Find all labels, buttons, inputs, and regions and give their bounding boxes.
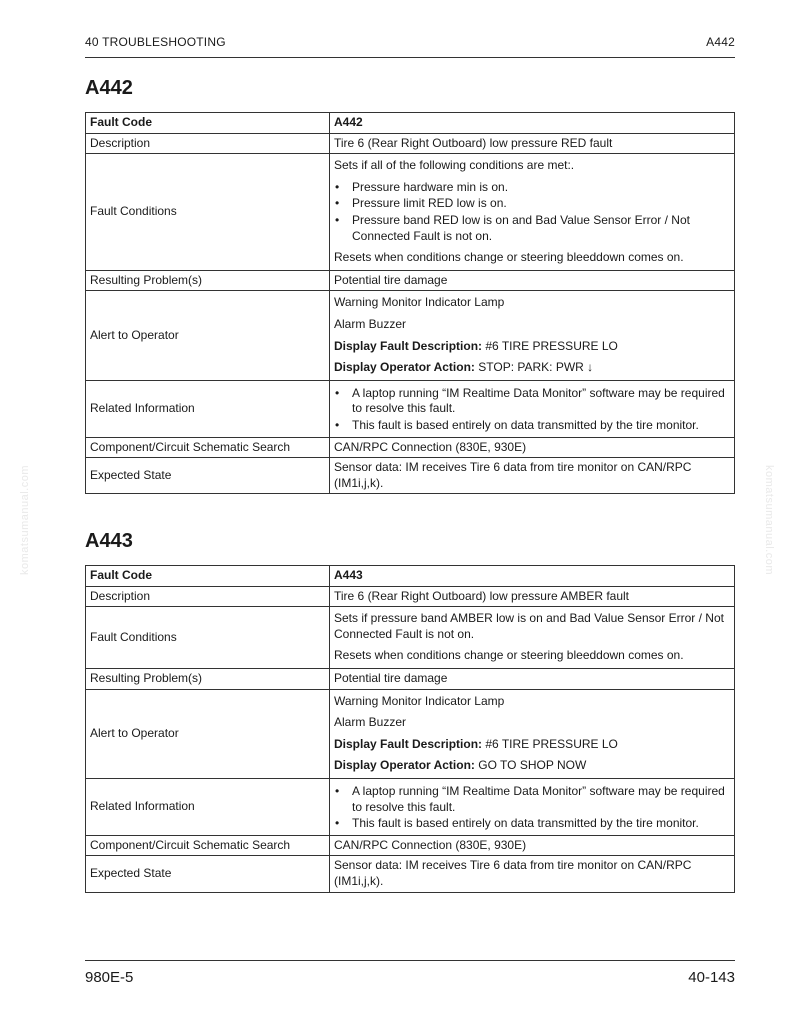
fault-code-value: A442 <box>330 113 735 134</box>
list-item: • A laptop running “IM Realtime Data Monitor” software may be required to resolve this fault. <box>335 385 725 416</box>
schematic-search-value: CAN/RPC Connection (830E, 930E) <box>330 437 735 458</box>
table-row <box>86 689 735 778</box>
conditions-intro: Sets if all of the following conditions are met:. <box>334 158 575 173</box>
model-number: 980E-5 <box>85 969 134 986</box>
alert-value <box>330 689 735 778</box>
table-row <box>86 835 735 856</box>
table-row <box>86 437 735 458</box>
related-info-label: Related Information <box>86 778 330 835</box>
resulting-problem-label: Resulting Problem(s) <box>86 668 330 689</box>
expected-state-value: Sensor data: IM receives Tire 6 data from tire monitor on CAN/RPC (IM1i,j,k). <box>330 856 735 892</box>
related-info-value <box>330 380 735 437</box>
schematic-search-label: Component/Circuit Schematic Search <box>86 437 330 458</box>
description-label: Description <box>86 133 330 154</box>
table-row <box>86 458 735 494</box>
description-value: Tire 6 (Rear Right Outboard) low pressure AMBER fault <box>330 586 735 607</box>
schematic-search-value: CAN/RPC Connection (830E, 930E) <box>330 835 735 856</box>
expected-state-label: Expected State <box>86 856 330 892</box>
resulting-problem-label: Resulting Problem(s) <box>86 270 330 291</box>
description-value: Tire 6 (Rear Right Outboard) low pressure RED fault <box>330 133 735 154</box>
watermark-left: komatsumanual.com <box>19 465 31 575</box>
display-operator-action: Display Operator Action: GO TO SHOP NOW <box>334 758 587 773</box>
table-row <box>86 291 735 380</box>
table-row <box>86 154 735 271</box>
resulting-problem-value: Potential tire damage <box>330 270 735 291</box>
related-list <box>334 386 730 434</box>
section-title-a443: A443 <box>85 530 133 552</box>
page-number: 40-143 <box>688 969 735 986</box>
bullet-icon: • <box>335 783 340 798</box>
resulting-problem-value: Potential tire damage <box>330 668 735 689</box>
list-item: • Pressure hardware min is on. <box>335 179 509 194</box>
bullet-icon: • <box>335 196 340 211</box>
list-item: • Pressure limit RED low is on. <box>335 196 507 211</box>
table-row <box>86 133 735 154</box>
table-row <box>86 586 735 607</box>
list-item: • A laptop running “IM Realtime Data Monitor” software may be required to resolve this fault. <box>335 783 725 814</box>
schematic-search-label: Component/Circuit Schematic Search <box>86 835 330 856</box>
conditions-intro: Sets if pressure band AMBER low is on and Bad Value Sensor Error / Not Connected Fault is not on. <box>334 611 724 641</box>
display-operator-action: Display Operator Action: STOP: PARK: PWR ↓ <box>334 360 594 375</box>
alert-label: Alert to Operator <box>86 291 330 380</box>
display-fault-description: Display Fault Description: #6 TIRE PRESSURE LO <box>334 736 618 751</box>
bullet-icon: • <box>335 385 340 400</box>
watermark-right: komatsumanual.com <box>763 465 775 575</box>
table-row <box>86 113 735 134</box>
alert-buzzer: Alarm Buzzer <box>334 316 407 331</box>
bullet-icon: • <box>335 212 340 227</box>
alert-value <box>330 291 735 380</box>
display-fault-description: Display Fault Description: #6 TIRE PRESSURE LO <box>334 338 618 353</box>
fault-conditions-label: Fault Conditions <box>86 154 330 271</box>
fault-table-a443 <box>85 565 735 893</box>
list-item: • This fault is based entirely on data transmitted by the tire monitor. <box>335 417 699 432</box>
conditions-reset: Resets when conditions change or steering bleeddown comes on. <box>334 250 684 265</box>
bullet-icon: • <box>335 179 340 194</box>
related-info-label: Related Information <box>86 380 330 437</box>
fault-code-value: A443 <box>330 566 735 587</box>
alert-buzzer: Alarm Buzzer <box>334 715 407 730</box>
fault-code-label: Fault Code <box>86 113 330 134</box>
fault-conditions-label: Fault Conditions <box>86 607 330 669</box>
table-row <box>86 607 735 669</box>
expected-state-value: Sensor data: IM receives Tire 6 data from tire monitor on CAN/RPC (IM1i,j,k). <box>330 458 735 494</box>
expected-state-label: Expected State <box>86 458 330 494</box>
fault-conditions-value <box>330 607 735 669</box>
fault-conditions-value <box>330 154 735 271</box>
bullet-icon: • <box>335 417 340 432</box>
table-row <box>86 380 735 437</box>
table-row <box>86 778 735 835</box>
page-header <box>85 35 735 58</box>
alert-lamp: Warning Monitor Indicator Lamp <box>334 295 505 310</box>
description-label: Description <box>86 586 330 607</box>
conditions-list <box>334 180 730 244</box>
alert-label: Alert to Operator <box>86 689 330 778</box>
fault-table-a442 <box>85 112 735 494</box>
bullet-icon: • <box>335 816 340 831</box>
related-list <box>334 784 730 832</box>
alert-lamp: Warning Monitor Indicator Lamp <box>334 693 505 708</box>
list-item: • Pressure band RED low is on and Bad Value Sensor Error / Not Connected Fault is not on. <box>335 212 690 243</box>
related-info-value <box>330 778 735 835</box>
table-row <box>86 856 735 892</box>
chapter-title: 40 TROUBLESHOOTING <box>85 35 226 49</box>
conditions-reset: Resets when conditions change or steering bleeddown comes on. <box>334 648 684 663</box>
page-footer <box>85 960 735 991</box>
table-row <box>86 566 735 587</box>
list-item: • This fault is based entirely on data transmitted by the tire monitor. <box>335 816 699 831</box>
table-row <box>86 668 735 689</box>
fault-code-label: Fault Code <box>86 566 330 587</box>
header-fault-code: A442 <box>706 35 735 49</box>
table-row <box>86 270 735 291</box>
section-title-a442: A442 <box>85 77 133 99</box>
